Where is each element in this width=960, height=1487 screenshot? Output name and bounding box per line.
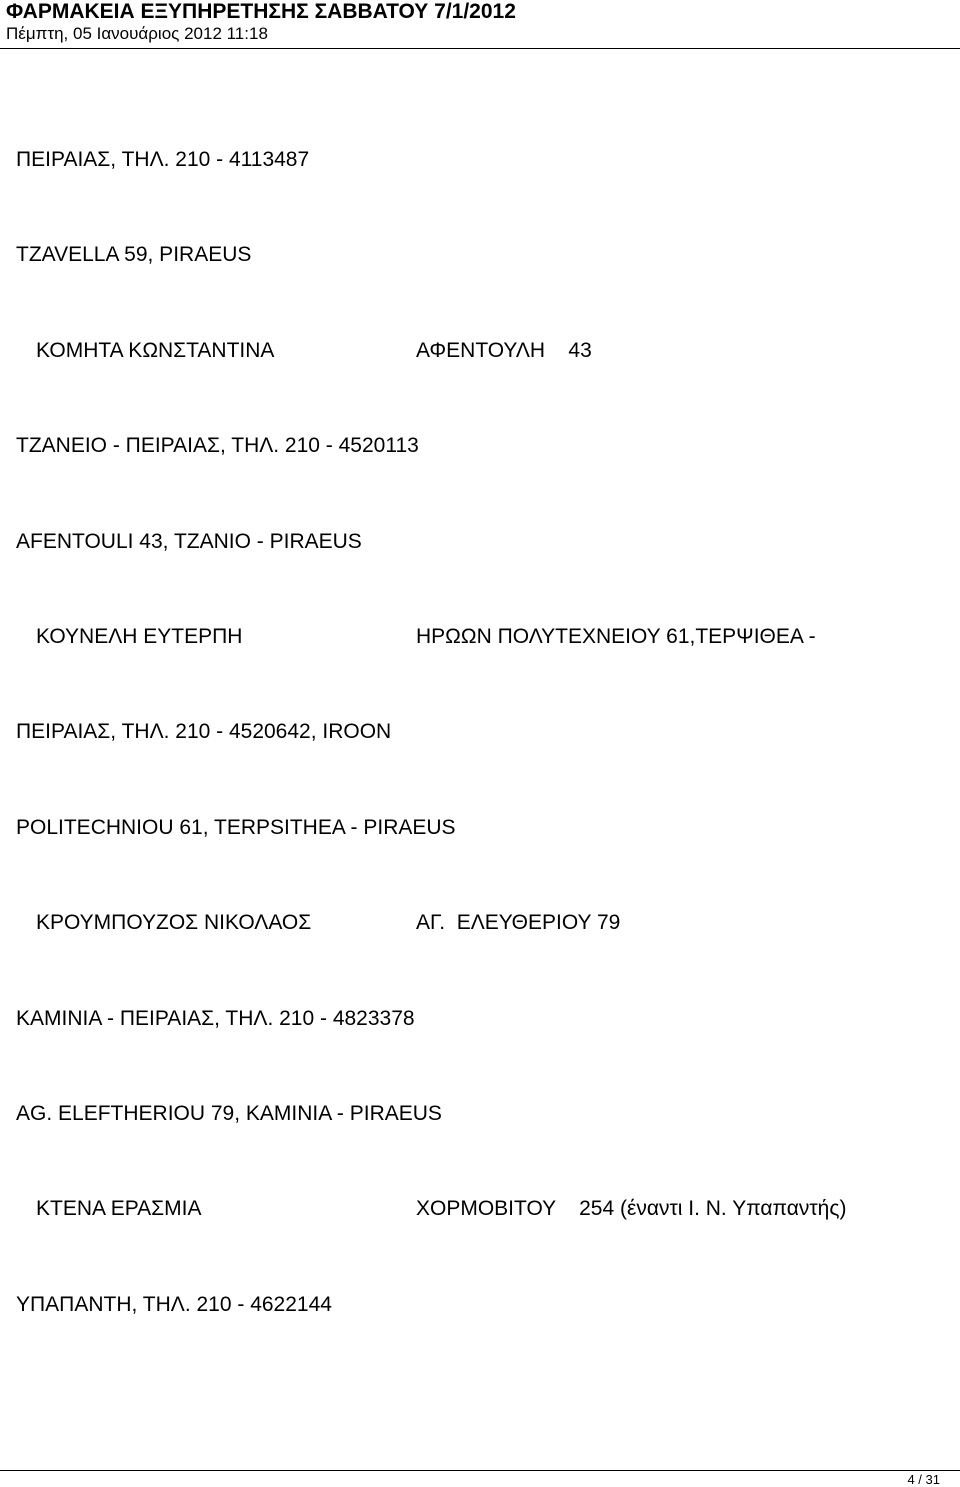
text-line: ΠΕΙΡΑΙΑΣ, ΤΗΛ. 210 - 4113487 — [16, 148, 310, 171]
text-line: ΑΓ. ΕΛΕΥΘΕΡΙΟΥ 79 — [416, 911, 621, 934]
text-line: ΑΦΕΝΤΟΥΛΗ 43 — [416, 339, 592, 362]
text-line: ΠΕΙΡΑΙΑΣ, ΤΗΛ. 210 - 4520642, IROON — [16, 720, 392, 743]
text-line: AFENTOULI 43, TZANIO - PIRAEUS — [16, 530, 362, 553]
document-title: ΦΑΡΜΑΚΕΙΑ ΕΞΥΠΗΡΕΤΗΣΗΣ ΣΑΒΒΑΤΟΥ 7/1/2012 — [6, 0, 516, 23]
text-line: ΥΠΑΠΑΝΤΗ, ΤΗΛ. 210 - 4622144 — [16, 1293, 332, 1316]
text-line: TZAVELLA 59, PIRAEUS — [16, 243, 252, 266]
header-divider — [0, 48, 960, 49]
text-line: ΤΖΑΝΕΙΟ - ΠΕΙΡΑΙΑΣ, ΤΗΛ. 210 - 4520113 — [16, 434, 419, 457]
text-line: ΗΡΩΩΝ ΠΟΛΥΤΕΧΝΕΙΟΥ 61,ΤΕΡΨΙΘΕΑ - — [416, 625, 816, 648]
document-timestamp: Πέμπτη, 05 Ιανουάριος 2012 11:18 — [6, 24, 268, 43]
text-line: ΚΡΟΥΜΠΟΥΖΟΣ ΝΙΚΟΛΑΟΣ — [36, 911, 312, 934]
text-line: ΧΟΡΜΟΒΙΤΟΥ 254 (έναντι Ι. Ν. Υπαπαντής) — [416, 1197, 847, 1220]
text-line: ΚΟΜΗΤΑ ΚΩΝΣΤΑΝΤΙΝΑ — [36, 339, 275, 362]
footer-divider — [0, 1470, 960, 1471]
text-line: ΚΟΥΝΕΛΗ ΕΥΤΕΡΠΗ — [36, 625, 243, 648]
text-line: ΚΑΜΙΝΙΑ - ΠΕΙΡΑΙΑΣ, ΤΗΛ. 210 - 4823378 — [16, 1007, 415, 1030]
page-number: 4 / 31 — [907, 1472, 940, 1487]
text-line: AG. ELEFTHERIOU 79, KAMINIA - PIRAEUS — [16, 1102, 442, 1125]
text-line: POLITECHNIOU 61, TERPSITHEA - PIRAEUS — [16, 816, 456, 839]
text-line: ΚΤΕΝΑ ΕΡΑΣΜΙΑ — [36, 1197, 202, 1220]
